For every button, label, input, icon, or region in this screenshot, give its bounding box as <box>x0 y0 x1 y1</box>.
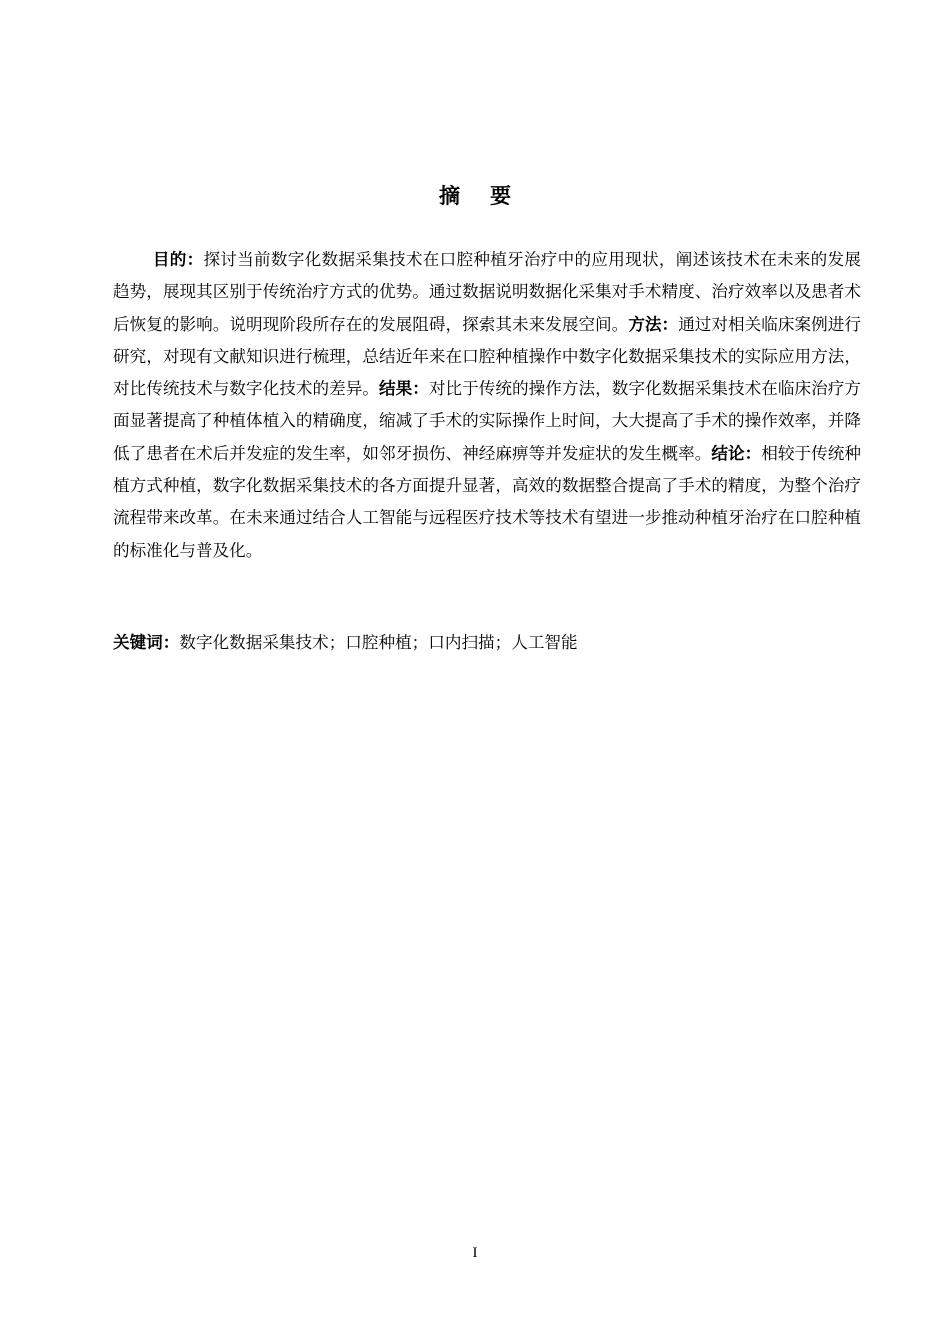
conclusion-text: 相较于传统种植方式种植，数字化数据采集技术的各方面提升显著，高效的数据整合提高了手术的精度，为整个治疗流程带来改革。在未来通过结合人工智能与远程医疗技术等技术有望进一步推动种植牙治疗在口腔种植的标准化与普及化。 <box>113 443 862 560</box>
method-label: 方法： <box>628 314 679 334</box>
conclusion-label: 结论： <box>711 443 762 463</box>
keywords-line <box>113 627 861 659</box>
page-number: I <box>472 1245 478 1261</box>
method-text: 通过对相关临床案例进行研究，对现有文献知识进行梳理，总结近年来在口腔种植操作中数字化数据采集技术的实际应用方法，对比传统技术与数字化技术的差异。 <box>113 314 862 399</box>
keywords-label: 关键词： <box>113 633 180 652</box>
abstract-paragraph <box>113 244 861 567</box>
purpose-text: 探讨当前数字化数据采集技术在口腔种植牙治疗中的应用现状，阐述该技术在未来的发展趋势，展现其区别于传统治疗方式的优势。通过数据说明数据化采集对手术精度、治疗效率以及患者术后恢复的影响。说明现阶段所存在的发展阻碍，探索其未来发展空间。 <box>113 250 862 334</box>
keywords-text: 数字化数据采集技术；口腔种植；口内扫描；人工智能 <box>179 633 578 652</box>
page-title: 摘要 <box>439 184 541 208</box>
result-label: 结果： <box>378 379 429 399</box>
result-text: 对比于传统的操作方法，数字化数据采集技术在临床治疗方面显著提高了种植体植入的精确度，缩减了手术的实际操作上时间，大大提高了手术的操作效率，并降低了患者在术后并发症的发生率，如邻牙损伤、神经麻痹等并发症状的发生概率。 <box>113 379 862 463</box>
purpose-label: 目的： <box>152 250 204 269</box>
